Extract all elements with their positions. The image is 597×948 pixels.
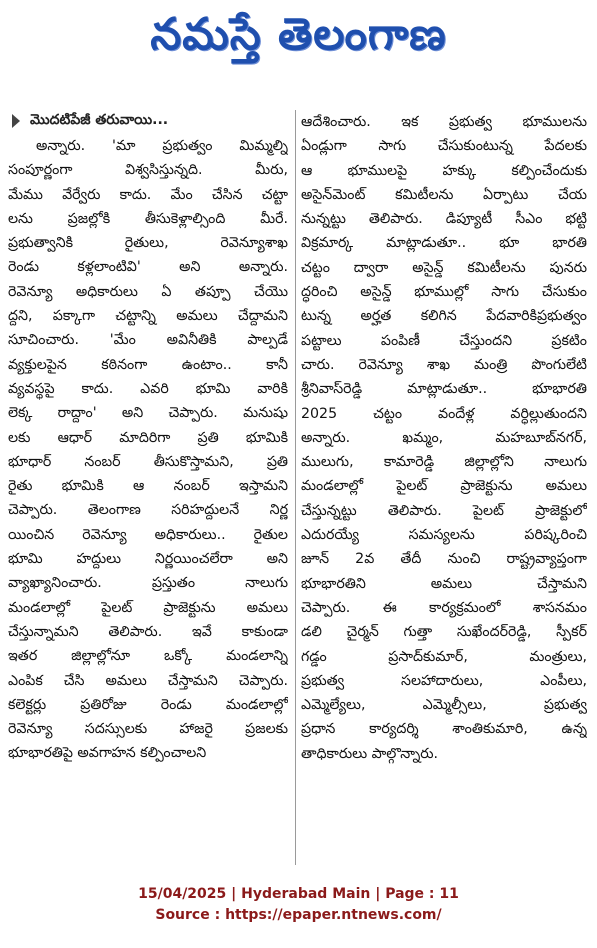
- text-line: మండలాల్లో పైలట్ ప్రాజెక్టును అమలు: [8, 599, 288, 616]
- text-line: జూన్ 2వ తేదీ నుంచి రాష్ట్రవ్యాప్తంగా: [301, 551, 587, 568]
- text-line: రెండు కళ్లలాంటివి' అని అన్నారు.: [8, 259, 288, 276]
- kicker-text: మొదటిపేజీ తరువాయి...: [30, 111, 169, 128]
- text-line: లకు ఆధార్ మాదిరిగా ప్రతి భూమికి: [8, 429, 288, 446]
- text-line: చెప్పారు. ఈ కార్యక్రమంలో శాసనమం: [301, 599, 587, 616]
- text-line: ప్రభుత్వ సలహాదారులు, ఎంపీలు,: [301, 672, 587, 689]
- newspaper-logo: నమస్తే తెలంగాణ: [150, 9, 447, 60]
- text-line: ములుగు, కామారెడ్డి జిల్లాల్లోని నాలుగు: [301, 454, 587, 471]
- text-line: ఎంపిక చేసి అమలు చేస్తామని చెప్పారు.: [8, 672, 288, 689]
- text-line: మేము వేర్వేరు కాదు. మేం చేసిన చట్టా: [8, 186, 288, 203]
- text-line: పట్టాలు పంపిణీ చేస్తుందని ప్రకటిం: [301, 332, 587, 349]
- text-line: తాధికారులు పాల్గొన్నారు.: [301, 745, 439, 762]
- text-line: వ్యవస్థపై కాదు. ఎవరి భూమి వారికి: [8, 380, 288, 397]
- text-line: చట్టం ద్వారా అసైన్డ్ కమిటీలను పునరు: [301, 259, 587, 276]
- text-line: చేస్తున్నట్టు తెలిపారు. పైలట్ ప్రాజెక్టులో: [301, 502, 587, 519]
- text-line: నున్నట్టు తెలిపారు. డిప్యూటీ సీఎం భట్టి: [301, 211, 587, 228]
- text-line: ద్దని, పక్కాగా చట్టాన్ని అమలు చేద్దామని: [8, 308, 288, 325]
- article-column-left: [8, 110, 288, 766]
- text-line: రెవెన్యూ అధికారులు ఏ తప్పూ చేయొ: [8, 283, 288, 300]
- text-line: ఏండ్లుగా సాగు చేసుకుంటున్న పేదలకు: [301, 138, 587, 155]
- left-column-text: [8, 134, 288, 766]
- text-line: ఎదురయ్యే సమస్యలను పరిష్కరించి: [301, 527, 587, 544]
- text-line: 2025 చట్టం వందేళ్ల వర్ధిల్లుతుందని: [301, 405, 587, 422]
- text-line: భూమి హద్దులు నిర్ణయించలేరా అని: [8, 551, 288, 568]
- text-line: సూచించారు. 'మేం అవినీతికి పాల్పడే: [8, 332, 288, 349]
- text-line: విక్రమార్క మాట్లాడుతూ.. భూ భారతి: [301, 235, 587, 252]
- text-line: అన్నారు. ఖమ్మం, మహబూబ్‌నగర్,: [301, 429, 587, 446]
- text-line: చారు. రెవెన్యూ శాఖ మంత్రి పొంగులేటి: [301, 356, 587, 373]
- column-divider: [295, 110, 296, 865]
- text-line: డలి చైర్మన్ గుత్తా సుఖేందర్‌రెడ్డి, స్పీకర్: [301, 624, 587, 641]
- right-column-text: [301, 110, 587, 766]
- text-line: ద్ధరించి అసైన్డ్ భూముల్లో సాగు చేసుకుం: [301, 284, 587, 301]
- text-line: రెవెన్యూ సదస్సులకు హాజరై ప్రజలకు: [8, 721, 288, 738]
- footer-source-link[interactable]: Source : https://epaper.ntnews.com/: [155, 907, 442, 923]
- text-line: సంపూర్ణంగా విశ్వసిస్తున్నది. మీరు,: [8, 162, 288, 179]
- text-line: ఎమ్మెల్యేలు, ఎమ్మెల్సీలు, ప్రభుత్వ: [301, 697, 587, 714]
- text-line: అన్నారు. 'మా ప్రభుత్వం మిమ్మల్ని: [36, 138, 288, 154]
- footer-dateline: 15/04/2025 | Hyderabad Main | Page : 11: [138, 886, 459, 902]
- text-line: టున్న అర్హత కలిగిన పేదవారికిప్రభుత్వం: [301, 308, 587, 325]
- text-line: ఆదేశించారు. ఇక ప్రభుత్వ భూములను: [301, 114, 587, 130]
- text-line: వ్యాఖ్యానించారు. ప్రస్తుతం నాలుగు: [8, 575, 288, 592]
- text-line: వ్యక్తులపైన కఠినంగా ఉంటాం.. కానీ: [8, 356, 288, 373]
- text-line: మండలాల్లో పైలట్ ప్రాజెక్టును అమలు: [301, 478, 587, 495]
- text-line: లెక్క రాద్దాం' అని చెప్పారు. మనుషు: [8, 405, 288, 422]
- text-line: అసైన్‌మెంట్ కమిటీలను ఏర్పాటు చేయ: [301, 186, 587, 203]
- text-line: లను ప్రజల్లోకి తీసుకెళ్లాల్సింది మీరే.: [8, 210, 288, 227]
- text-line: భూభారతిపై అవగాహన కల్పించాలని: [8, 745, 207, 762]
- text-line: చేస్తున్నామని తెలిపారు. ఇవే కాకుండా: [8, 623, 288, 640]
- article-column-right: [301, 110, 587, 766]
- text-line: ఇతర జిల్లాల్లోనూ ఒక్కో మండలాన్ని: [8, 648, 288, 665]
- continuation-kicker: [8, 110, 288, 132]
- text-line: గడ్డం ప్రసాద్‌కుమార్, మంత్రులు,: [301, 648, 587, 665]
- text-line: భూధార్ నంబర్ తీసుకొస్తామని, ప్రతి: [8, 453, 288, 470]
- text-line: భూభారతిని అమలు చేస్తామని: [301, 575, 587, 592]
- text-line: కలెక్టర్లు ప్రతిరోజు రెండు మండలాల్లో: [8, 696, 288, 713]
- chevron-right-icon: [12, 114, 20, 128]
- text-line: శ్రీనివాస్‌రెడ్డి మాట్లాడుతూ.. భూభారతి: [301, 381, 587, 398]
- text-line: యించిన రెవెన్యూ అధికారులు.. రైతుల: [8, 526, 288, 543]
- text-line: ప్రభుత్వానికి రైతులు, రెవెన్యూశాఖ: [8, 235, 288, 252]
- text-line: ప్రధాన కార్యదర్శి శాంతికుమారి, ఉన్న: [301, 721, 587, 738]
- text-line: రైతు భూమికి ఆ నంబర్ ఇస్తామని: [8, 478, 288, 495]
- text-line: చెప్పారు. తెలంగాణ సరిహద్దులనే నిర్ణ: [8, 502, 288, 519]
- masthead: [0, 0, 597, 76]
- text-line: ఆ భూములపై హక్కు కల్పించేందుకు: [301, 162, 587, 179]
